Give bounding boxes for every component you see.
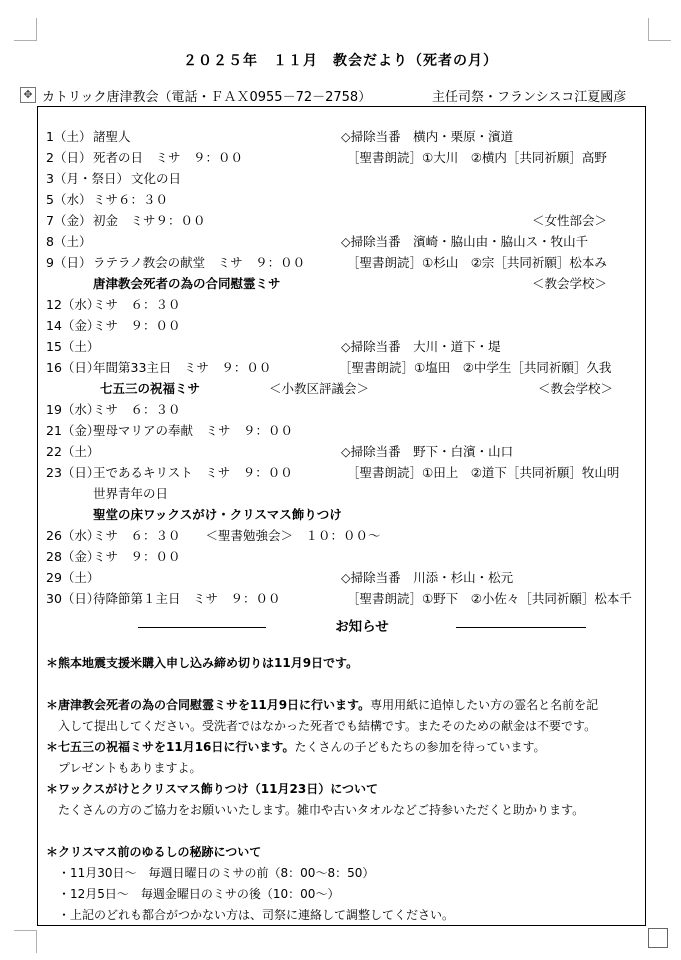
row-right: ＜教会学校＞ bbox=[532, 276, 608, 291]
row-event: ミサ ９：００ bbox=[93, 318, 181, 333]
row-event: ミサ６：３０ bbox=[93, 192, 169, 207]
row-right: ［聖書朗読］①塩田 ②中学生［共同祈願］久我 bbox=[339, 360, 612, 375]
row-right: ［聖書朗読］①杉山 ②宗［共同祈願］松本み bbox=[347, 255, 607, 270]
row-event: 王であるキリスト ミサ ９：００ bbox=[93, 465, 293, 480]
row-date: 2（日） bbox=[46, 150, 92, 165]
row-event: 待降節第１主日 ミサ ９：００ bbox=[93, 591, 281, 606]
row-right: ◇掃除当番 横内・栗原・濱道 bbox=[341, 129, 514, 144]
row-event: 世界青年の日 bbox=[93, 486, 169, 501]
notice-item: ＊唐津教会死者の為の合同慰霊ミサを11月9日に行います。専用用紙に追悼したい方の霊名と名前を記 bbox=[46, 698, 599, 712]
priest-name: 主任司祭・フランシスコ江夏國彦 bbox=[432, 90, 627, 105]
row-right: ◇掃除当番 大川・道下・堤 bbox=[341, 339, 501, 354]
notice-item: ・11月30日～ 毎週日曜日のミサの前（8：00～8：50） bbox=[46, 866, 375, 880]
row-date: 7（金） bbox=[46, 213, 92, 228]
move-handle-icon[interactable]: ✥ bbox=[20, 87, 36, 103]
notice-item: ・上記のどれも都合がつかない方は、司祭に連絡して調整してください。 bbox=[46, 908, 455, 922]
row-date: 12（水） bbox=[46, 297, 100, 312]
row-date: 21（金） bbox=[46, 423, 100, 438]
page-title: ２０２５年 １１月 教会だより（死者の月） bbox=[183, 53, 498, 69]
row-date: 1（土） bbox=[46, 129, 92, 144]
row-event: 年間第33主日 ミサ ９：００ bbox=[93, 360, 272, 375]
row-date: 14（金） bbox=[46, 318, 100, 333]
row-date: 16（日） bbox=[46, 360, 100, 375]
row-date: 9（日） bbox=[46, 255, 92, 270]
row-event: 初金 ミサ９：００ bbox=[93, 213, 206, 228]
notice-item: ＊クリスマス前のゆるしの秘跡について bbox=[46, 845, 262, 859]
parish-contact: カトリック唐津教会（電話・ＦＡＸ0955－72－2758） bbox=[42, 90, 372, 105]
page-corner-mark-bottom-left bbox=[14, 930, 37, 953]
row-event: 死者の日 ミサ ９：００ bbox=[93, 150, 244, 165]
notice-item: 入して提出してください。受洗者ではなかった死者でも結構です。またそのための献金は不要です。 bbox=[46, 719, 597, 733]
page-corner-mark-top-left bbox=[14, 18, 37, 41]
row-event: 諸聖人 bbox=[93, 129, 131, 144]
row-date: 22（土） bbox=[46, 444, 100, 459]
notice-item: ・12月5日～ 毎週金曜日のミサの後（10：00～） bbox=[46, 887, 340, 901]
row-right: ◇掃除当番 濱崎・脇山由・脇山ス・牧山千 bbox=[341, 234, 589, 249]
notice-item: プレゼントもありますよ。 bbox=[46, 761, 202, 775]
row-event: ミサ ６：３０ bbox=[93, 402, 181, 417]
row-event: 唐津教会死者の為の合同慰霊ミサ bbox=[93, 276, 281, 291]
row-date: 26（水） bbox=[46, 528, 100, 543]
row-right: ［聖書朗読］①大川 ②横内［共同祈願］高野 bbox=[347, 150, 607, 165]
notice-item: ＊ワックスがけとクリスマス飾りつけ（11月23日）について bbox=[46, 782, 378, 796]
row-middle: ＜小教区評議会＞ bbox=[269, 381, 370, 396]
heading-rule-right bbox=[456, 627, 586, 628]
notices-heading-label: お知らせ bbox=[335, 619, 389, 635]
row-event: 聖母マリアの奉献 ミサ ９：００ bbox=[93, 423, 294, 438]
row-right: ＜教会学校＞ bbox=[538, 381, 614, 396]
table-resize-handle[interactable] bbox=[648, 928, 668, 948]
notice-item: ＊七五三の祝福ミサを11月16日に行います。たくさんの子どもたちの参加を待っています。 bbox=[46, 740, 546, 754]
row-right: ［聖書朗読］①野下 ②小佐々［共同祈願］松本千 bbox=[347, 591, 632, 606]
row-right: ＜女性部会＞ bbox=[532, 213, 608, 228]
row-event: 七五三の祝福ミサ bbox=[100, 381, 201, 396]
row-event: ミサ ６：３０ ＜聖書勉強会＞ １０：００～ bbox=[93, 528, 381, 543]
page-corner-mark-top-right bbox=[648, 18, 671, 41]
row-date: 30（日） bbox=[46, 591, 100, 606]
row-date: 5（水） bbox=[46, 192, 92, 207]
notice-item: ＊熊本地震支援米購入申し込み締め切りは11月9日です。 bbox=[46, 656, 359, 670]
row-date: 8（土） bbox=[46, 234, 92, 249]
row-event: ラテラノ教会の献堂 ミサ ９：００ bbox=[93, 255, 306, 270]
row-date: 15（土） bbox=[46, 339, 100, 354]
row-event: 文化の日 bbox=[131, 171, 182, 186]
bulletin-table[interactable] bbox=[37, 106, 646, 926]
row-event: 聖堂の床ワックスがけ・クリスマス飾りつけ bbox=[93, 507, 342, 522]
row-date: 19（水） bbox=[46, 402, 100, 417]
row-event: ミサ ９：００ bbox=[93, 549, 181, 564]
row-event: ミサ ６：３０ bbox=[93, 297, 181, 312]
row-date: 28（金） bbox=[46, 549, 100, 564]
notices-heading bbox=[138, 617, 586, 637]
row-right: ◇掃除当番 川添・杉山・松元 bbox=[341, 570, 514, 585]
row-date: 29（土） bbox=[46, 570, 100, 585]
row-right: ［聖書朗読］①田上 ②道下［共同祈願］牧山明 bbox=[347, 465, 620, 480]
row-right: ◇掃除当番 野下・白濱・山口 bbox=[341, 444, 514, 459]
notice-item: たくさんの方のご協力をお願いいたします。雑巾や古いタオルなどご持参いただくと助かります。 bbox=[46, 803, 585, 817]
row-date: 23（日） bbox=[46, 465, 100, 480]
row-date: 3（月・祭日） bbox=[46, 171, 129, 186]
